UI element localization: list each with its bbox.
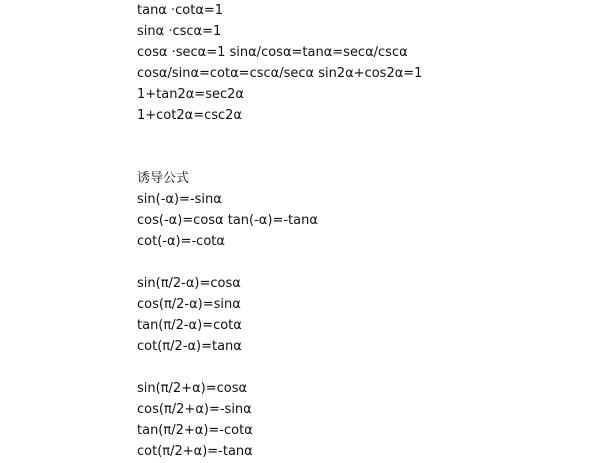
formula-line: 1+cot2α=csc2α	[137, 108, 243, 123]
formula-line: cos(π/2+α)=-sinα	[137, 402, 252, 417]
formula-line: cosα/sinα=cotα=cscα/secα sin2α+cos2α=1	[137, 66, 423, 81]
formula-line: tanα ·cotα=1	[137, 3, 224, 18]
half-pi-plus-group	[137, 378, 597, 462]
formula-line: cot(π/2+α)=-tanα	[137, 444, 253, 459]
basic-identities	[137, 0, 597, 126]
formula-line: cot(-α)=-cotα	[137, 234, 225, 249]
half-pi-minus-group	[137, 273, 597, 357]
formula-line: 1+tan2α=sec2α	[137, 87, 244, 102]
section-heading: 诱导公式	[137, 171, 190, 186]
formula-line: tan(π/2-α)=cotα	[137, 318, 242, 333]
induction-formulas	[137, 168, 597, 252]
formula-line: tan(π/2+α)=-cotα	[137, 423, 253, 438]
formula-line: cos(π/2-α)=sinα	[137, 297, 241, 312]
spacer	[137, 126, 597, 168]
spacer	[137, 357, 597, 378]
formula-line: sinα ·cscα=1	[137, 24, 222, 39]
formula-document	[137, 0, 597, 462]
formula-line: cosα ·secα=1 sinα/cosα=tanα=secα/cscα	[137, 45, 408, 60]
formula-line: sin(π/2+α)=cosα	[137, 381, 248, 396]
spacer	[137, 252, 597, 273]
formula-line: sin(π/2-α)=cosα	[137, 276, 241, 291]
formula-line: cot(π/2-α)=tanα	[137, 339, 242, 354]
formula-line: sin(-α)=-sinα	[137, 192, 222, 207]
formula-line: cos(-α)=cosα tan(-α)=-tanα	[137, 213, 318, 228]
